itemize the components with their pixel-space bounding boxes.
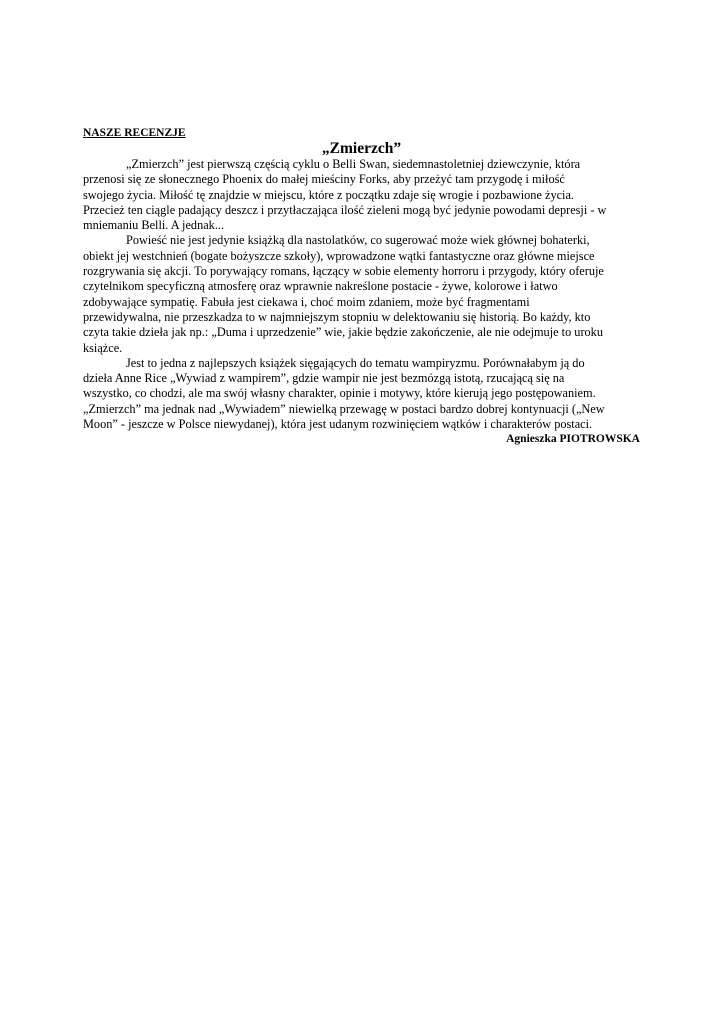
- text-line: Powieść nie jest jedynie książką dla nastolatków, co sugerować może wiek głównej bohaterki,: [126, 233, 590, 248]
- text-line: dzieła Anne Rice „Wywiad z wampirem”, gdzie wampir nie jest bezmózgą istotą, rzucającą się na: [83, 371, 565, 386]
- text-line: wszystko, co chodzi, ale ma swój własny charakter, opinie i motywy, które kierują jego postępowaniem.: [83, 386, 596, 401]
- text-line: rozgrywania się akcji. To porywający romans, łączący w sobie elementy horroru i przygody, który oferuje: [83, 264, 604, 279]
- author-signature: Agnieszka PIOTROWSKA: [506, 433, 640, 446]
- paragraph-1: [83, 157, 640, 233]
- section-label: NASZE RECENZJE: [83, 127, 186, 139]
- text-line: mniemaniu Belli. A jednak...: [83, 218, 225, 233]
- text-line: przewidywalna, nie przeszkadza to w najmniejszym stopniu w delektowaniu się historią. Bo każdy, kto: [83, 309, 591, 324]
- paragraph-3: [83, 356, 640, 432]
- review-title: „Zmierzch”: [321, 140, 402, 157]
- text-line: swojego życia. Miłość tę znajdzie w miejscu, które z początku zdaje się wrogie i pozbawione życia.: [83, 187, 575, 202]
- text-line: „Zmierzch” ma jednak nad „Wywiadem” niewielką przewagę w postaci bardzo dobrej kontynuacji („New: [83, 401, 605, 416]
- text-line: Jest to jedna z najlepszych książek sięgających do tematu wampiryzmu. Porównałabym ją do: [126, 355, 585, 370]
- paragraph-2: [83, 233, 640, 355]
- review-page: [83, 126, 640, 446]
- text-line: Przecież ten ciągle padający deszcz i przytłaczająca ilość zieleni mogą być jedynie powodami depresji - w: [83, 202, 607, 217]
- text-line: obiekt jej westchnień (bogate bożyszcze szkoły), wprowadzone wątki fantastyczne oraz główne miejsce: [83, 248, 595, 263]
- text-line: „Zmierzch” jest pierwszą częścią cyklu o Belli Swan, siedemnastoletniej dziewczynie, która: [126, 157, 581, 171]
- text-line: Moon” - jeszcze w Polsce niewydanej), która jest udanym rozwinięciem wątków i charakterów postaci.: [83, 417, 593, 432]
- text-line: zdobywające sympatię. Fabuła jest ciekawa i, choć moim zdaniem, może być fragmentami: [83, 294, 530, 309]
- text-line: czytelnikom specyficzną atmosferę oraz wprawnie nakreślone postacie - żywe, kolorowe i łatwo: [83, 279, 558, 294]
- text-line: przenosi się ze słonecznego Phoenix do małej mieściny Forks, aby przeżyć tam przygodę i miłość: [83, 172, 565, 187]
- text-line: książce.: [83, 340, 123, 355]
- text-line: czyta takie dzieła jak np.: „Duma i uprzedzenie” wie, jakie będzie zakończenie, ale nie odejmuje to uroku: [83, 325, 603, 340]
